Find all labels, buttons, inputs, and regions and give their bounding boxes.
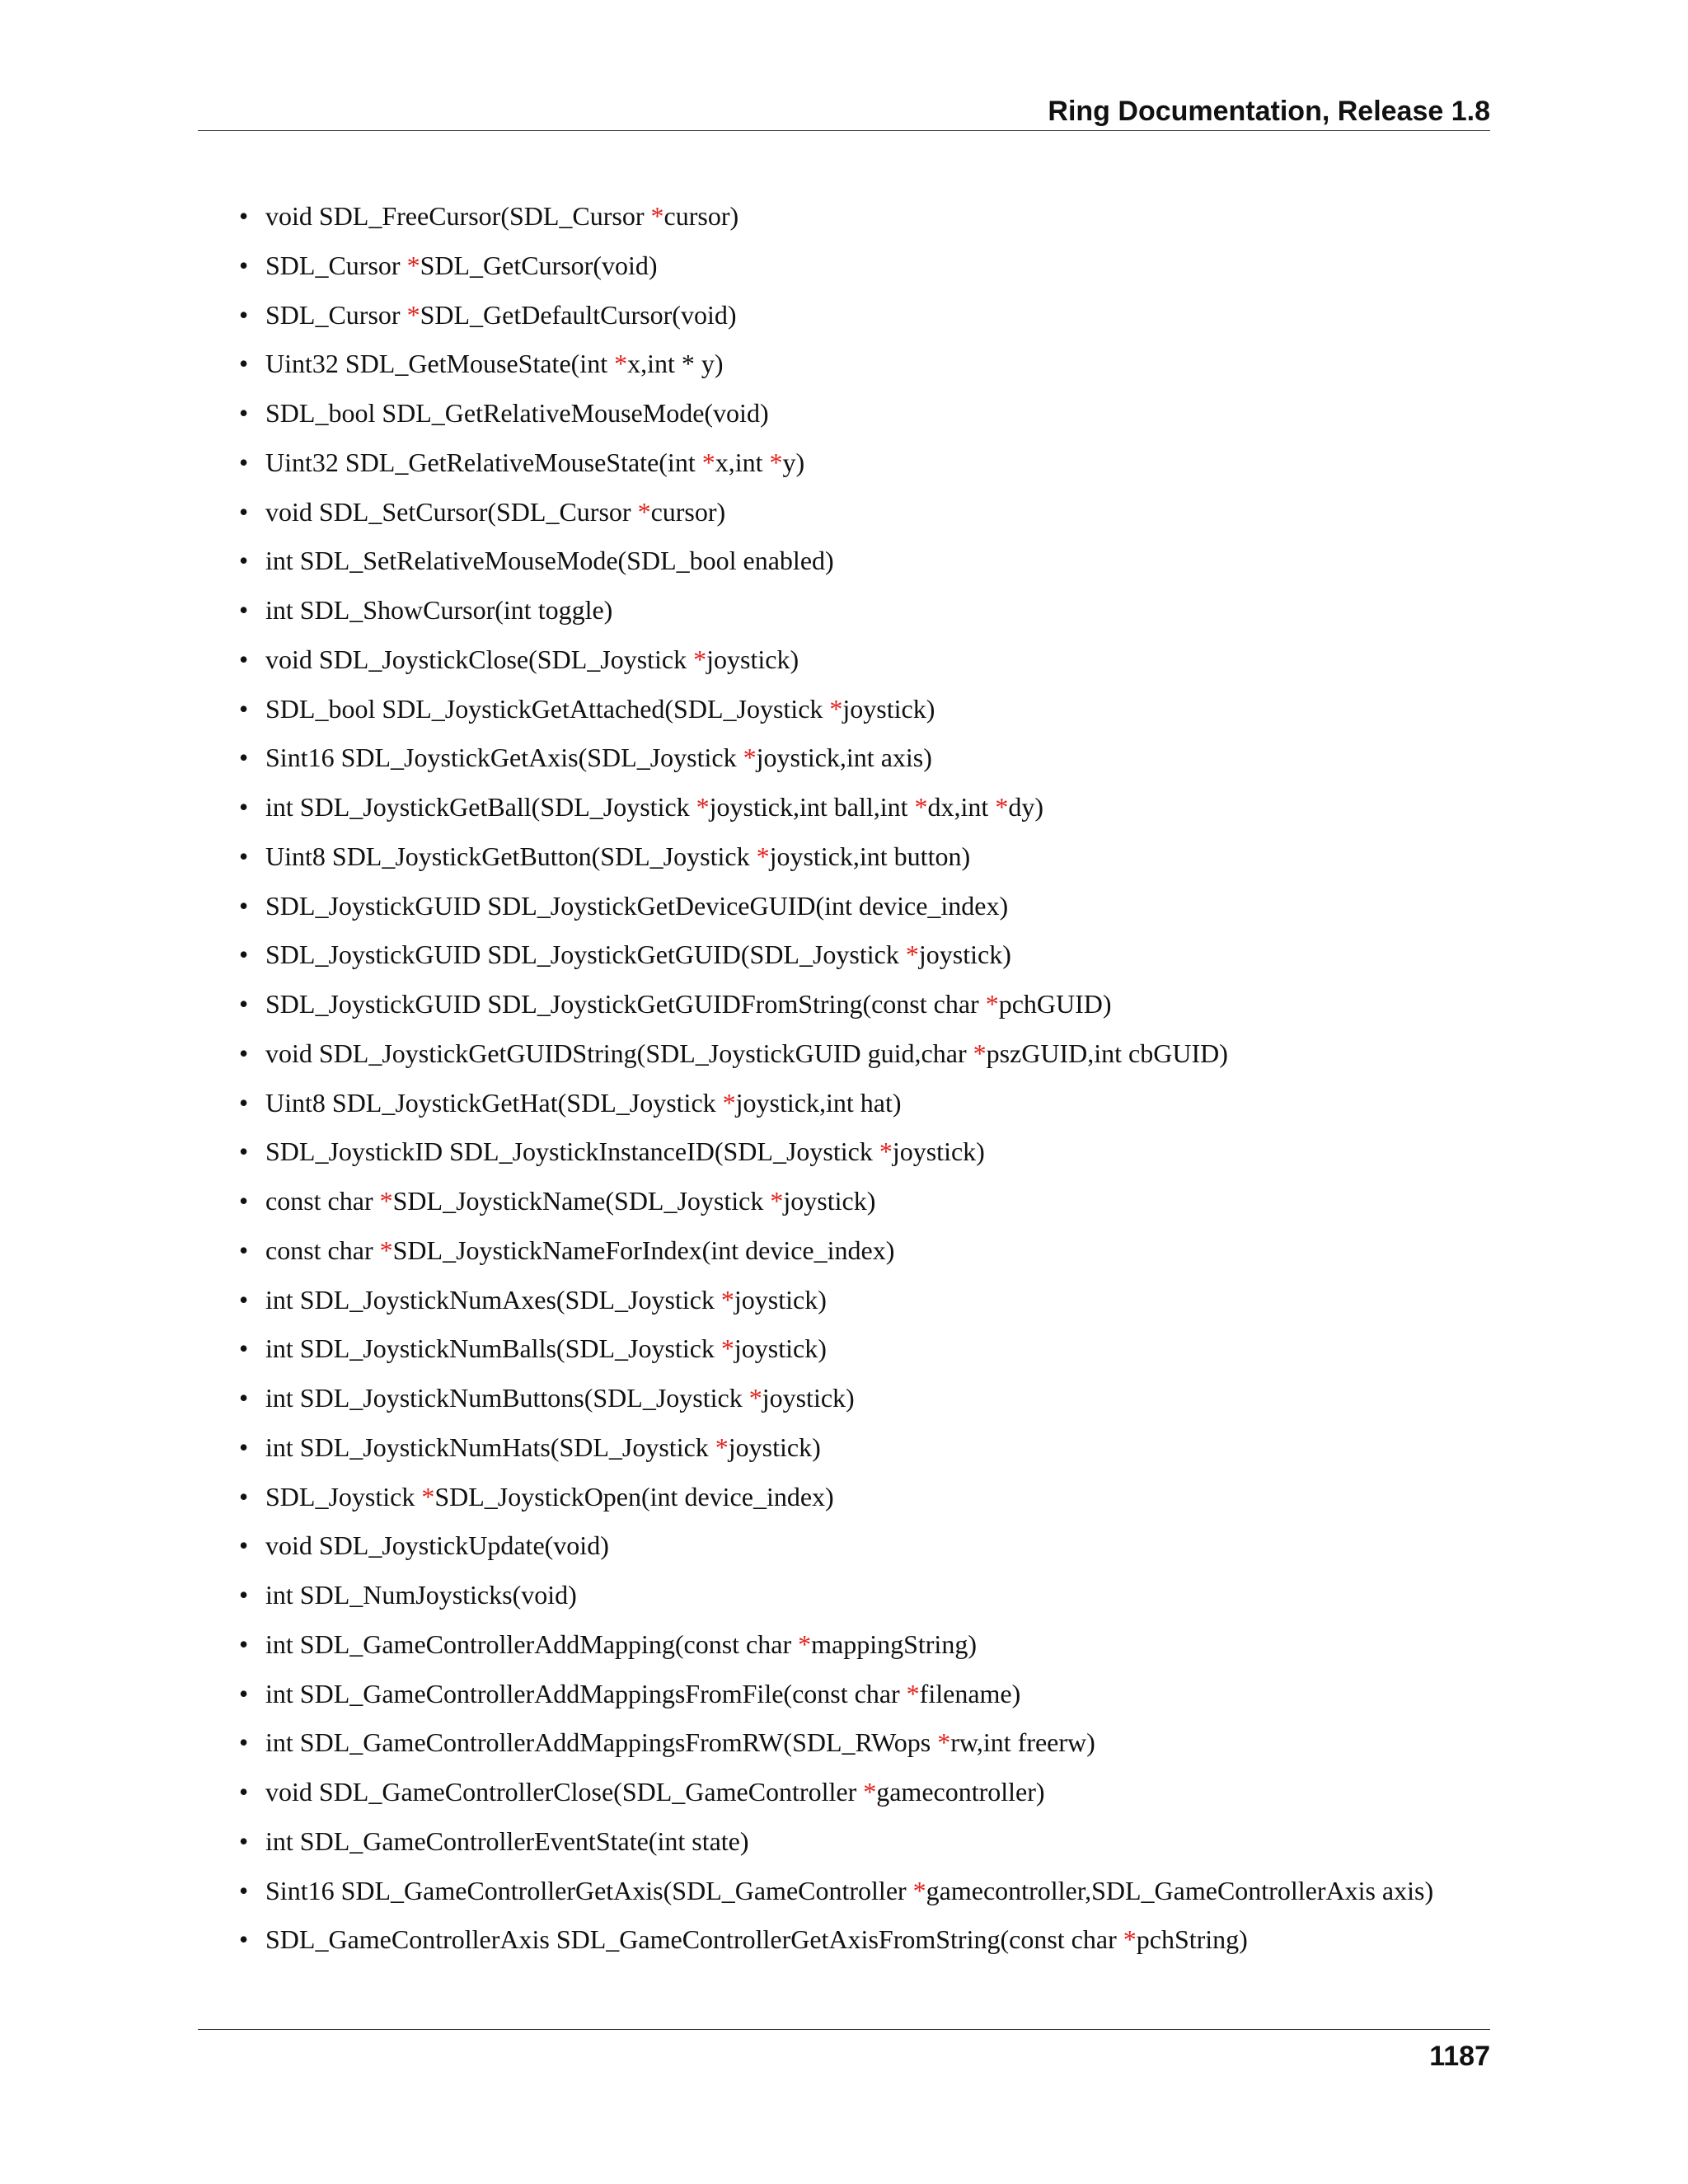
signature-text: joystick): [728, 1432, 821, 1462]
bullet-icon: •: [239, 1432, 249, 1462]
pointer-asterisk: *: [650, 201, 664, 231]
signature-text: joystick,int hat): [735, 1087, 902, 1118]
list-item: [239, 1374, 1556, 1423]
signature-text: gamecontroller,SDL_GameControllerAxis axis): [926, 1875, 1434, 1905]
signature-text: joystick,int ball,int: [709, 792, 915, 822]
list-item: [239, 389, 1556, 438]
function-signature: [265, 1226, 894, 1276]
pointer-asterisk: *: [973, 1038, 987, 1068]
pointer-asterisk: *: [770, 1186, 784, 1216]
bullet-icon: •: [239, 349, 249, 379]
function-signature: [265, 635, 799, 685]
bullet-icon: •: [239, 693, 249, 724]
bullet-icon: •: [239, 1678, 249, 1708]
function-signature: [265, 832, 970, 882]
signature-text: SDL_JoystickNameForIndex(int device_index): [392, 1235, 895, 1265]
bullet-icon: •: [239, 1580, 249, 1610]
pointer-asterisk: *: [379, 1235, 393, 1265]
function-signature: [265, 1571, 577, 1620]
pointer-asterisk: *: [715, 1432, 729, 1462]
list-item: [239, 882, 1556, 931]
signature-text: SDL_GetDefaultCursor(void): [420, 299, 737, 330]
signature-text: void SDL_SetCursor(SDL_Cursor: [265, 496, 638, 527]
list-item: [239, 1079, 1556, 1128]
pointer-asterisk: *: [696, 792, 710, 822]
bullet-icon: •: [239, 447, 249, 477]
bullet-icon: •: [239, 546, 249, 576]
pointer-asterisk: *: [1123, 1924, 1137, 1955]
signature-text: SDL_GetCursor(void): [420, 250, 658, 280]
function-signature: [265, 1324, 827, 1374]
signature-text: x,int * y): [627, 349, 724, 379]
signature-text: Uint8 SDL_JoystickGetButton(SDL_Joystick: [265, 841, 757, 871]
signature-text: cursor): [650, 496, 726, 527]
function-signature: [265, 1127, 985, 1177]
signature-text: y): [782, 447, 805, 477]
signature-text: int SDL_JoystickNumAxes(SDL_Joystick: [265, 1284, 721, 1315]
pointer-asterisk: *: [748, 1383, 762, 1413]
bullet-icon: •: [239, 1727, 249, 1758]
list-item: [239, 1127, 1556, 1177]
list-item: [239, 1324, 1556, 1374]
signature-text: Uint8 SDL_JoystickGetHat(SDL_Joystick: [265, 1087, 723, 1118]
signature-text: SDL_GameControllerAxis SDL_GameControllerGetAxisFromString(const char: [265, 1924, 1123, 1955]
function-signature: [265, 1915, 1248, 1965]
bullet-icon: •: [239, 890, 249, 921]
list-item: [239, 438, 1556, 488]
list-item: [239, 192, 1556, 241]
function-signature: [265, 438, 804, 488]
list-item: [239, 1571, 1556, 1620]
signature-text: Uint32 SDL_GetMouseState(int: [265, 349, 615, 379]
function-signature: [265, 1718, 1095, 1768]
list-item: [239, 1670, 1556, 1719]
pointer-asterisk: *: [421, 1481, 435, 1511]
bullet-icon: •: [239, 989, 249, 1019]
function-signature: [265, 340, 724, 389]
signature-text: int SDL_NumJoysticks(void): [265, 1580, 577, 1610]
function-signature: [265, 1079, 902, 1128]
bullet-icon: •: [239, 1186, 249, 1216]
pointer-asterisk: *: [614, 349, 628, 379]
signature-text: int SDL_JoystickNumBalls(SDL_Joystick: [265, 1333, 721, 1364]
list-item: [239, 1276, 1556, 1325]
signature-text: joystick): [892, 1137, 985, 1167]
signature-text: rw,int freerw): [950, 1727, 1095, 1758]
function-signature: [265, 882, 1008, 931]
pointer-asterisk: *: [829, 693, 843, 724]
list-item: [239, 1177, 1556, 1226]
signature-text: SDL_JoystickGUID SDL_JoystickGetGUIDFromString(const char: [265, 989, 986, 1019]
signature-text: void SDL_JoystickClose(SDL_Joystick: [265, 644, 694, 674]
bullet-icon: •: [239, 1629, 249, 1659]
signature-text: SDL_Cursor: [265, 299, 407, 330]
signature-text: int SDL_GameControllerEventState(int state): [265, 1825, 749, 1856]
function-signature: [265, 1423, 821, 1473]
pointer-asterisk: *: [756, 841, 770, 871]
pointer-asterisk: *: [722, 1087, 736, 1118]
function-signature: [265, 1177, 875, 1226]
pointer-asterisk: *: [798, 1629, 812, 1659]
bullet-icon: •: [239, 1333, 249, 1364]
signature-text: x,int: [715, 447, 770, 477]
list-item: [239, 1718, 1556, 1768]
page-header-title: Ring Documentation, Release 1.8: [1048, 96, 1490, 127]
pointer-asterisk: *: [637, 496, 651, 527]
bullet-icon: •: [239, 299, 249, 330]
pointer-asterisk: *: [701, 447, 715, 477]
list-item: [239, 586, 1556, 635]
list-item: [239, 1226, 1556, 1276]
list-item: [239, 1867, 1556, 1916]
signature-text: SDL_bool SDL_JoystickGetAttached(SDL_Joystick: [265, 693, 830, 724]
list-item: [239, 980, 1556, 1029]
function-signature: [265, 1817, 749, 1867]
function-signature: [265, 1374, 855, 1423]
function-signature: [265, 1276, 827, 1325]
signature-text: const char: [265, 1235, 380, 1265]
pointer-asterisk: *: [906, 1678, 920, 1708]
function-signature: [265, 389, 769, 438]
signature-text: Sint16 SDL_JoystickGetAxis(SDL_Joystick: [265, 743, 743, 773]
pointer-asterisk: *: [720, 1333, 734, 1364]
signature-text: joystick): [842, 693, 935, 724]
function-signature: [265, 586, 612, 635]
bullet-icon: •: [239, 1924, 249, 1955]
function-signature: [265, 488, 725, 537]
signature-text: void SDL_JoystickUpdate(void): [265, 1530, 609, 1561]
signature-text: joystick): [706, 644, 799, 674]
list-item: [239, 488, 1556, 537]
signature-text: dy): [1008, 792, 1043, 822]
signature-text: cursor): [663, 201, 739, 231]
pointer-asterisk: *: [720, 1284, 734, 1315]
function-signature: [265, 980, 1112, 1029]
signature-text: void SDL_FreeCursor(SDL_Cursor: [265, 201, 651, 231]
function-signature: [265, 1620, 977, 1670]
function-signature: [265, 192, 738, 241]
pointer-asterisk: *: [379, 1186, 393, 1216]
function-signature: [265, 1670, 1020, 1719]
bullet-icon: •: [239, 1530, 249, 1561]
function-signature: [265, 685, 935, 734]
pointer-asterisk: *: [914, 792, 928, 822]
signature-text: int SDL_JoystickNumHats(SDL_Joystick: [265, 1432, 715, 1462]
list-item: [239, 783, 1556, 832]
signature-text: joystick): [762, 1383, 855, 1413]
function-signature: [265, 783, 1043, 832]
signature-text: void SDL_GameControllerClose(SDL_GameController: [265, 1777, 864, 1807]
bullet-icon: •: [239, 1481, 249, 1511]
signature-text: pszGUID,int cbGUID): [986, 1038, 1228, 1068]
pointer-asterisk: *: [863, 1777, 877, 1807]
list-item: [239, 635, 1556, 685]
signature-text: SDL_JoystickOpen(int device_index): [434, 1481, 834, 1511]
signature-text: joystick): [734, 1333, 827, 1364]
pointer-asterisk: *: [912, 1875, 926, 1905]
pointer-asterisk: *: [995, 792, 1009, 822]
bullet-icon: •: [239, 250, 249, 280]
function-signature: [265, 930, 1011, 980]
bullet-icon: •: [239, 1087, 249, 1118]
list-item: [239, 733, 1556, 783]
signature-text: pchGUID): [998, 989, 1112, 1019]
bullet-icon: •: [239, 1284, 249, 1315]
list-item: [239, 685, 1556, 734]
function-signature: [265, 1029, 1228, 1079]
list-item: [239, 832, 1556, 882]
pointer-asterisk: *: [769, 447, 783, 477]
bullet-icon: •: [239, 595, 249, 625]
signature-text: SDL_Cursor: [265, 250, 407, 280]
signature-text: joystick,int button): [769, 841, 971, 871]
bullet-icon: •: [239, 940, 249, 970]
bullet-icon: •: [239, 792, 249, 822]
signature-text: mappingString): [811, 1629, 977, 1659]
function-signature: [265, 1473, 834, 1522]
header-divider: [198, 130, 1490, 131]
pointer-asterisk: *: [693, 644, 707, 674]
bullet-icon: •: [239, 743, 249, 773]
signature-text: SDL_JoystickGUID SDL_JoystickGetDeviceGUID(int device_index): [265, 890, 1009, 921]
list-item: [239, 1521, 1556, 1571]
signature-text: Uint32 SDL_GetRelativeMouseState(int: [265, 447, 702, 477]
bullet-icon: •: [239, 1038, 249, 1068]
signature-text: int SDL_ShowCursor(int toggle): [265, 595, 613, 625]
signature-text: joystick): [918, 940, 1011, 970]
signature-text: int SDL_JoystickGetBall(SDL_Joystick: [265, 792, 696, 822]
function-signature: [265, 291, 736, 340]
list-item: [239, 1768, 1556, 1817]
pointer-asterisk: *: [743, 743, 757, 773]
page-number: 1187: [1429, 2041, 1490, 2072]
signature-text: int SDL_GameControllerAddMappingsFromFile(const char: [265, 1678, 907, 1708]
signature-text: int SDL_SetRelativeMouseMode(SDL_bool enabled): [265, 546, 834, 576]
signature-text: filename): [919, 1678, 1021, 1708]
signature-text: void SDL_JoystickGetGUIDString(SDL_JoystickGUID guid,char: [265, 1038, 973, 1068]
list-item: [239, 1817, 1556, 1867]
bullet-icon: •: [239, 841, 249, 871]
signature-text: joystick): [734, 1284, 827, 1315]
bullet-icon: •: [239, 1383, 249, 1413]
signature-text: const char: [265, 1186, 380, 1216]
list-item: [239, 1620, 1556, 1670]
bullet-icon: •: [239, 1777, 249, 1807]
function-list: [239, 192, 1556, 1965]
pointer-asterisk: *: [905, 940, 919, 970]
function-signature: [265, 1521, 609, 1571]
list-item: [239, 241, 1556, 291]
signature-text: joystick): [783, 1186, 876, 1216]
pointer-asterisk: *: [937, 1727, 951, 1758]
list-item: [239, 930, 1556, 980]
signature-text: SDL_Joystick: [265, 1481, 422, 1511]
bullet-icon: •: [239, 398, 249, 428]
list-item: [239, 1029, 1556, 1079]
signature-text: int SDL_JoystickNumButtons(SDL_Joystick: [265, 1383, 749, 1413]
pointer-asterisk: *: [406, 299, 420, 330]
signature-text: SDL_bool SDL_GetRelativeMouseMode(void): [265, 398, 769, 428]
list-item: [239, 1473, 1556, 1522]
bullet-icon: •: [239, 1137, 249, 1167]
function-signature: [265, 537, 834, 586]
bullet-icon: •: [239, 496, 249, 527]
function-signature: [265, 1768, 1045, 1817]
function-signature: [265, 733, 932, 783]
list-item: [239, 537, 1556, 586]
bullet-icon: •: [239, 1235, 249, 1265]
list-item: [239, 1423, 1556, 1473]
list-item: [239, 291, 1556, 340]
bullet-icon: •: [239, 1825, 249, 1856]
bullet-icon: •: [239, 1875, 249, 1905]
signature-text: SDL_JoystickID SDL_JoystickInstanceID(SDL_Joystick: [265, 1137, 879, 1167]
signature-text: joystick,int axis): [756, 743, 932, 773]
list-item: [239, 340, 1556, 389]
bullet-icon: •: [239, 644, 249, 674]
pointer-asterisk: *: [406, 250, 420, 280]
function-signature: [265, 241, 658, 291]
signature-text: pchString): [1136, 1924, 1248, 1955]
signature-text: int SDL_GameControllerAddMapping(const char: [265, 1629, 799, 1659]
signature-text: Sint16 SDL_GameControllerGetAxis(SDL_GameController: [265, 1875, 913, 1905]
bullet-icon: •: [239, 201, 249, 231]
pointer-asterisk: *: [879, 1137, 893, 1167]
function-signature: [265, 1867, 1433, 1916]
signature-text: SDL_JoystickGUID SDL_JoystickGetGUID(SDL_Joystick: [265, 940, 906, 970]
pointer-asterisk: *: [985, 989, 999, 1019]
signature-text: gamecontroller): [876, 1777, 1045, 1807]
footer-divider: [198, 2029, 1490, 2030]
list-item: [239, 1915, 1556, 1965]
signature-text: dx,int: [927, 792, 996, 822]
signature-text: int SDL_GameControllerAddMappingsFromRW(SDL_RWops: [265, 1727, 938, 1758]
signature-text: SDL_JoystickName(SDL_Joystick: [392, 1186, 771, 1216]
